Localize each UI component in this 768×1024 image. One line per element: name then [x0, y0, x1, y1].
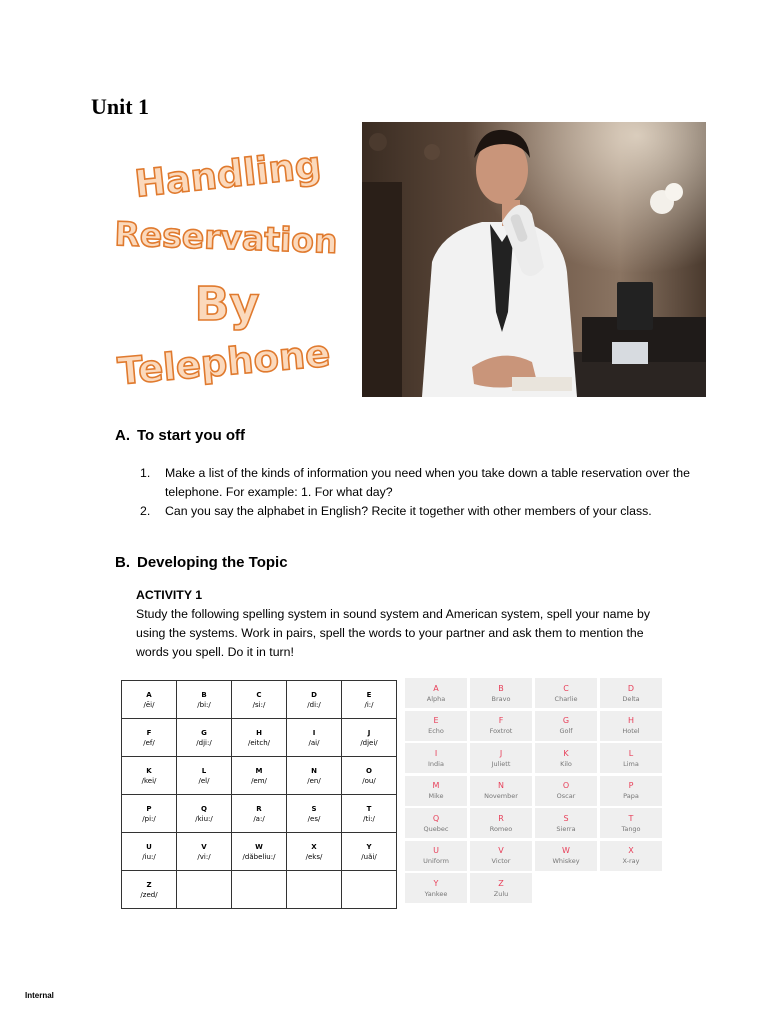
phonetic-cell: [177, 871, 232, 909]
nato-cell: [470, 808, 532, 838]
list-item-number: 2.: [140, 504, 151, 518]
table-row: [122, 757, 397, 795]
nato-cell: [535, 841, 597, 871]
phonetic-cell: [232, 833, 287, 871]
phonetic-pronunciation: /dji:/: [196, 738, 212, 747]
nato-cell: [600, 776, 662, 806]
phonetic-pronunciation: /ti:/: [363, 814, 375, 823]
phonetic-pronunciation: /em/: [251, 776, 267, 785]
nato-letter: T: [628, 813, 634, 823]
nato-code-word: Alpha: [426, 694, 446, 703]
wordart-line-reservation: Reservation: [113, 214, 339, 261]
nato-code-word: Papa: [623, 792, 639, 800]
nato-cell: [535, 743, 597, 773]
nato-alphabet-grid: [405, 678, 665, 903]
nato-letter: Y: [433, 878, 439, 888]
phonetic-cell: [232, 719, 287, 757]
nato-letter: J: [499, 748, 503, 758]
nato-code-word: Romeo: [489, 824, 513, 833]
nato-code-word: Charlie: [554, 694, 578, 703]
phonetic-cell: [177, 719, 232, 757]
phonetic-letter: U: [146, 842, 152, 851]
nato-letter: U: [433, 846, 439, 855]
phonetic-cell: [342, 681, 397, 719]
phonetic-letter: H: [256, 728, 262, 737]
phonetic-letter: D: [311, 690, 317, 699]
table-row: [122, 871, 397, 909]
list-item-number: 1.: [140, 466, 151, 480]
nato-letter: A: [433, 683, 439, 693]
nato-code-word: Golf: [559, 727, 573, 735]
nato-letter: X: [628, 846, 634, 855]
phonetic-pronunciation: /vi:/: [197, 852, 211, 861]
nato-cell: [535, 808, 597, 838]
phonetic-pronunciation: /ef/: [143, 738, 155, 747]
section-a-list: [140, 464, 700, 521]
list-item-text: Make a list of the kinds of information you need when you take down a table reservation over the telephone. For example: 1. For what day?: [165, 466, 690, 499]
nato-code-word: Echo: [428, 727, 444, 735]
nato-code-word: Yankee: [424, 889, 448, 898]
phonetic-letter: G: [201, 728, 207, 737]
phonetic-pronunciation: /ou/: [362, 776, 376, 785]
nato-letter: R: [498, 813, 504, 823]
phonetic-pronunciation: /eks/: [305, 852, 323, 861]
nato-code-word: X-ray: [622, 857, 640, 865]
phonetic-cell: [177, 833, 232, 871]
table-row: [122, 681, 397, 719]
phonetic-letter: E: [366, 690, 372, 699]
man-on-telephone-photo: [362, 122, 706, 397]
phonetic-letter: Q: [201, 804, 207, 813]
nato-cell: [470, 711, 532, 741]
phonetic-cell: [342, 871, 397, 909]
nato-letter: Q: [432, 813, 440, 823]
nato-code-word: Juliett: [491, 759, 511, 768]
phonetic-pronunciation: /kiu:/: [195, 814, 213, 823]
nato-letter: W: [562, 846, 570, 855]
nato-cell: [405, 743, 467, 773]
phonetic-pronunciation: /uăi/: [361, 852, 377, 861]
list-item-text: Can you say the alphabet in English? Recite it together with other members of your class.: [165, 504, 652, 518]
phonetic-letter: X: [311, 842, 317, 851]
phonetic-cell: [287, 719, 342, 757]
phonetic-pronunciation: /bi:/: [197, 700, 211, 709]
nato-letter: G: [562, 716, 570, 725]
phonetic-pronunciation: /kei/: [141, 776, 157, 785]
phonetic-cell: [342, 833, 397, 871]
phonetic-letter: F: [146, 728, 152, 737]
list-item: [140, 502, 700, 521]
nato-cell: [470, 873, 532, 903]
phonetic-cell: [122, 833, 177, 871]
table-row: [122, 795, 397, 833]
phonetic-letter: N: [311, 766, 317, 775]
phonetic-cell: [177, 681, 232, 719]
phonetic-pronunciation: /ēi/: [143, 700, 155, 709]
phonetic-cell: [232, 795, 287, 833]
phonetic-cell: [122, 795, 177, 833]
nato-cell: [405, 776, 467, 806]
nato-letter: I: [434, 748, 438, 758]
phonetic-letter: W: [255, 842, 263, 851]
nato-cell: [405, 808, 467, 838]
phonetic-cell: [177, 757, 232, 795]
phonetic-cell: [287, 871, 342, 909]
phonetic-cell: [177, 795, 232, 833]
phonetic-pronunciation: /si:/: [252, 700, 266, 709]
nato-cell: [535, 711, 597, 741]
activity-title: ACTIVITY 1: [136, 588, 203, 602]
phonetic-letter: J: [367, 728, 371, 737]
phonetic-letter: C: [256, 690, 262, 699]
nato-cell: [535, 776, 597, 806]
phonetic-cell: [232, 681, 287, 719]
nato-code-word: Tango: [621, 824, 641, 833]
nato-letter: E: [433, 716, 439, 725]
nato-letter: N: [498, 781, 504, 790]
phonetic-pronunciation: /i:/: [364, 700, 374, 709]
section-b-letter: B.: [115, 554, 130, 571]
phonetic-pronunciation: /di:/: [307, 700, 321, 709]
nato-code-word: Sierra: [556, 824, 576, 833]
section-a-letter: A.: [115, 427, 130, 444]
nato-code-word: Hotel: [622, 727, 640, 735]
nato-letter: K: [563, 748, 569, 758]
phonetic-letter: A: [146, 690, 152, 699]
table-row: [122, 719, 397, 757]
nato-code-word: Bravo: [491, 694, 511, 703]
phonetic-cell: [232, 871, 287, 909]
nato-code-word: November: [484, 792, 518, 800]
phonetic-cell: [342, 719, 397, 757]
phonetic-letter: I: [312, 728, 316, 737]
phonetic-alphabet-table: [121, 680, 397, 909]
nato-code-word: Quebec: [423, 824, 449, 833]
phonetic-letter: K: [146, 766, 152, 775]
section-b-heading: [115, 554, 288, 571]
nato-letter: B: [498, 683, 504, 693]
nato-letter: Z: [498, 878, 504, 888]
nato-code-word: Kilo: [560, 759, 572, 768]
phonetic-cell: [287, 795, 342, 833]
nato-letter: H: [627, 716, 634, 725]
nato-letter: S: [563, 813, 569, 823]
nato-cell: [405, 678, 467, 708]
nato-cell: [405, 873, 467, 903]
nato-cell: [405, 841, 467, 871]
list-item: [140, 464, 700, 502]
phonetic-cell: [232, 757, 287, 795]
phonetic-pronunciation: /dăbeliu:/: [242, 852, 276, 861]
phonetic-pronunciation: /pi:/: [142, 814, 156, 823]
footer-label: Internal: [25, 991, 54, 1000]
nato-cell: [600, 711, 662, 741]
activity-instructions: Study the following spelling system in sound system and American system, spell your name by using the systems. Work in pairs, spell the words to your partner and ask them to mention the words you spell. Do it in turn!: [136, 607, 650, 659]
photo-illustration: [362, 122, 706, 397]
nato-cell: [470, 776, 532, 806]
nato-letter: D: [627, 683, 635, 693]
phonetic-cell: [342, 757, 397, 795]
nato-code-word: Zulu: [493, 889, 509, 898]
phonetic-letter: Z: [146, 880, 152, 889]
nato-cell: [470, 678, 532, 708]
phonetic-cell: [122, 871, 177, 909]
phonetic-cell: [122, 681, 177, 719]
phonetic-letter: R: [256, 804, 262, 813]
nato-code-word: Oscar: [556, 792, 576, 800]
phonetic-letter: V: [201, 842, 207, 851]
nato-code-word: Uniform: [423, 857, 449, 865]
phonetic-letter: B: [201, 690, 207, 699]
phonetic-pronunciation: /djei/: [360, 738, 378, 747]
nato-cell: [470, 743, 532, 773]
section-b-title: Developing the Topic: [137, 554, 288, 571]
nato-code-word: Foxtrot: [489, 727, 513, 735]
section-a-title: To start you off: [137, 427, 246, 444]
phonetic-letter: O: [366, 766, 372, 775]
nato-cell: [600, 743, 662, 773]
nato-letter: V: [498, 846, 504, 855]
nato-cell: [405, 711, 467, 741]
wordart-line-by: By: [194, 277, 260, 331]
nato-letter: L: [628, 748, 634, 758]
nato-code-word: India: [428, 759, 444, 768]
nato-code-word: Delta: [622, 694, 640, 703]
activity-block: [136, 586, 676, 662]
nato-cell: [535, 678, 597, 708]
phonetic-cell: [342, 795, 397, 833]
phonetic-cell: [287, 681, 342, 719]
nato-code-word: Mike: [428, 792, 444, 800]
nato-letter: M: [432, 781, 440, 790]
phonetic-letter: Y: [366, 842, 372, 851]
nato-letter: C: [563, 683, 569, 693]
phonetic-letter: S: [311, 804, 317, 813]
phonetic-cell: [287, 757, 342, 795]
phonetic-pronunciation: /el/: [198, 776, 210, 785]
phonetic-pronunciation: /a:/: [253, 814, 265, 823]
nato-cell: [600, 808, 662, 838]
wordart-line-handling: Handling: [132, 143, 324, 206]
phonetic-letter: L: [201, 766, 207, 775]
nato-letter: P: [628, 781, 634, 790]
phonetic-pronunciation: /iu:/: [142, 852, 156, 861]
table-row: [122, 833, 397, 871]
nato-letter: O: [562, 781, 570, 790]
phonetic-pronunciation: /es/: [307, 814, 321, 823]
phonetic-letter: T: [366, 804, 372, 813]
nato-cell: [600, 841, 662, 871]
unit-title: Unit 1: [91, 94, 150, 119]
phonetic-pronunciation: /zed/: [140, 890, 158, 899]
nato-code-word: Victor: [491, 857, 511, 865]
phonetic-cell: [122, 757, 177, 795]
nato-cell: [600, 678, 662, 708]
nato-code-word: Whiskey: [552, 857, 580, 865]
phonetic-pronunciation: /eitch/: [248, 738, 270, 747]
section-a-heading: [115, 427, 245, 444]
phonetic-cell: [287, 833, 342, 871]
nato-cell: [470, 841, 532, 871]
phonetic-pronunciation: /ai/: [308, 738, 320, 747]
phonetic-pronunciation: /en/: [307, 776, 321, 785]
nato-letter: F: [498, 716, 504, 725]
wordart-title: [80, 125, 370, 405]
phonetic-letter: M: [255, 766, 263, 775]
nato-code-word: Lima: [623, 759, 639, 768]
wordart-line-telephone: Telephone: [116, 331, 332, 394]
phonetic-letter: P: [146, 804, 152, 813]
phonetic-cell: [122, 719, 177, 757]
